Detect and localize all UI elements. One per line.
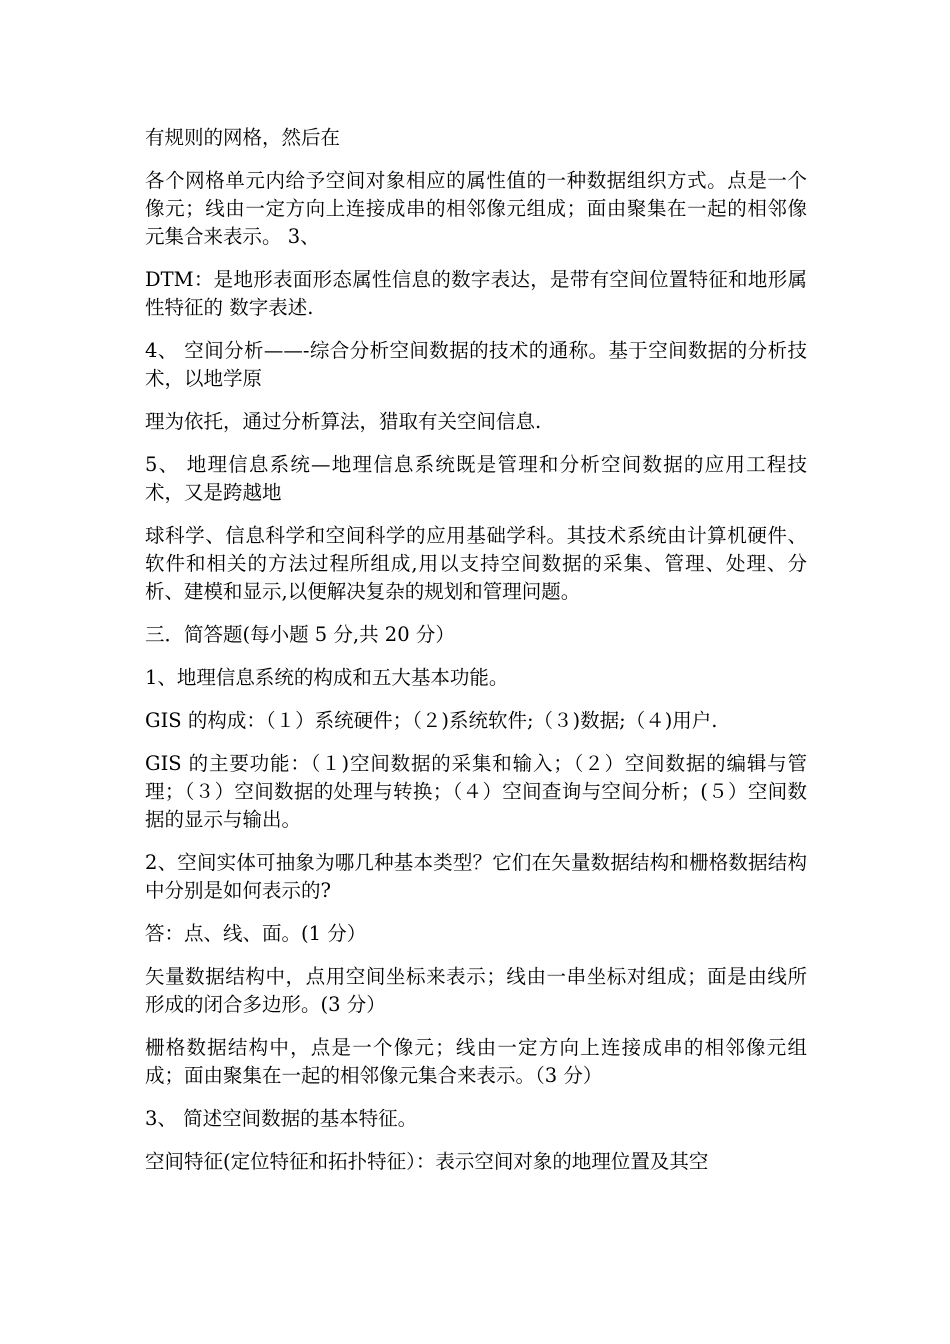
section-heading-short-answer: 三．简答题(每小题 5 分,共 20 分）: [145, 623, 455, 646]
answer-spatial-features: 空间特征(定位特征和拓扑特征）：表示空间对象的地理位置及其空: [145, 1150, 709, 1173]
answer-gis-functions: GIS 的主要功能：（１)空间数据的采集和输入；（２）空间数据的编辑与管理；（３）空间数据的处理与转换；（４）空间查询与空间分析；(５）空间数据的显示与输出。: [145, 752, 807, 831]
document-body: [145, 124, 807, 1191]
answer-raster-structure: 栅格数据结构中，点是一个像元；线由一定方向上连接成串的相邻像元组成；面由聚集在一起的相邻像元集合来表示。（3 分）: [145, 1036, 807, 1087]
answer-gis-composition: GIS 的构成：（１）系统硬件；（２)系统软件;（３)数据;（４)用户.: [145, 709, 718, 732]
paragraph-spatial-analysis: 4、 空间分析——-综合分析空间数据的技术的通称。基于空间数据的分析技术，以地学原: [145, 339, 807, 390]
paragraph-gis-definition: 5、 地理信息系统—地理信息系统既是管理和分析空间数据的应用工程技术，又是跨越地: [145, 453, 807, 504]
paragraph-spatial-analysis-cont: 理为依托，通过分析算法，猎取有关空间信息.: [145, 410, 542, 433]
question-3: 3、 简述空间数据的基本特征。: [145, 1107, 418, 1130]
answer-basic-types: 答：点、线、面。(1 分）: [145, 922, 367, 945]
paragraph-dtm-definition: DTM：是地形表面形态属性信息的数字表达，是带有空间位置特征和地形属性特征的 数字表述.: [145, 268, 807, 319]
paragraph-gis-definition-cont: 球科学、信息科学和空间科学的应用基础学科。其技术系统由计算机硬件、软件和相关的方法过程所组成,用以支持空间数据的采集、管理、处理、分析、建模和显示,以便解决复杂的规划和管理问题。: [145, 524, 807, 603]
paragraph-raster-definition: 各个网格单元内给予空间对象相应的属性值的一种数据组织方式。点是一个像元；线由一定方向上连接成串的相邻像元组成；面由聚集在一起的相邻像元集合来表示。 3、: [145, 169, 807, 248]
answer-vector-structure: 矢量数据结构中，点用空间坐标来表示；线由一串坐标对组成；面是由线所形成的闭合多边形。(3 分）: [145, 965, 807, 1016]
paragraph-raster-definition-start: 有规则的网格，然后在: [145, 126, 341, 149]
question-2: 2、空间实体可抽象为哪几种基本类型？它们在矢量数据结构和栅格数据结构中分别是如何表示的?: [145, 851, 807, 902]
question-1: 1、地理信息系统的构成和五大基本功能。: [145, 666, 509, 689]
